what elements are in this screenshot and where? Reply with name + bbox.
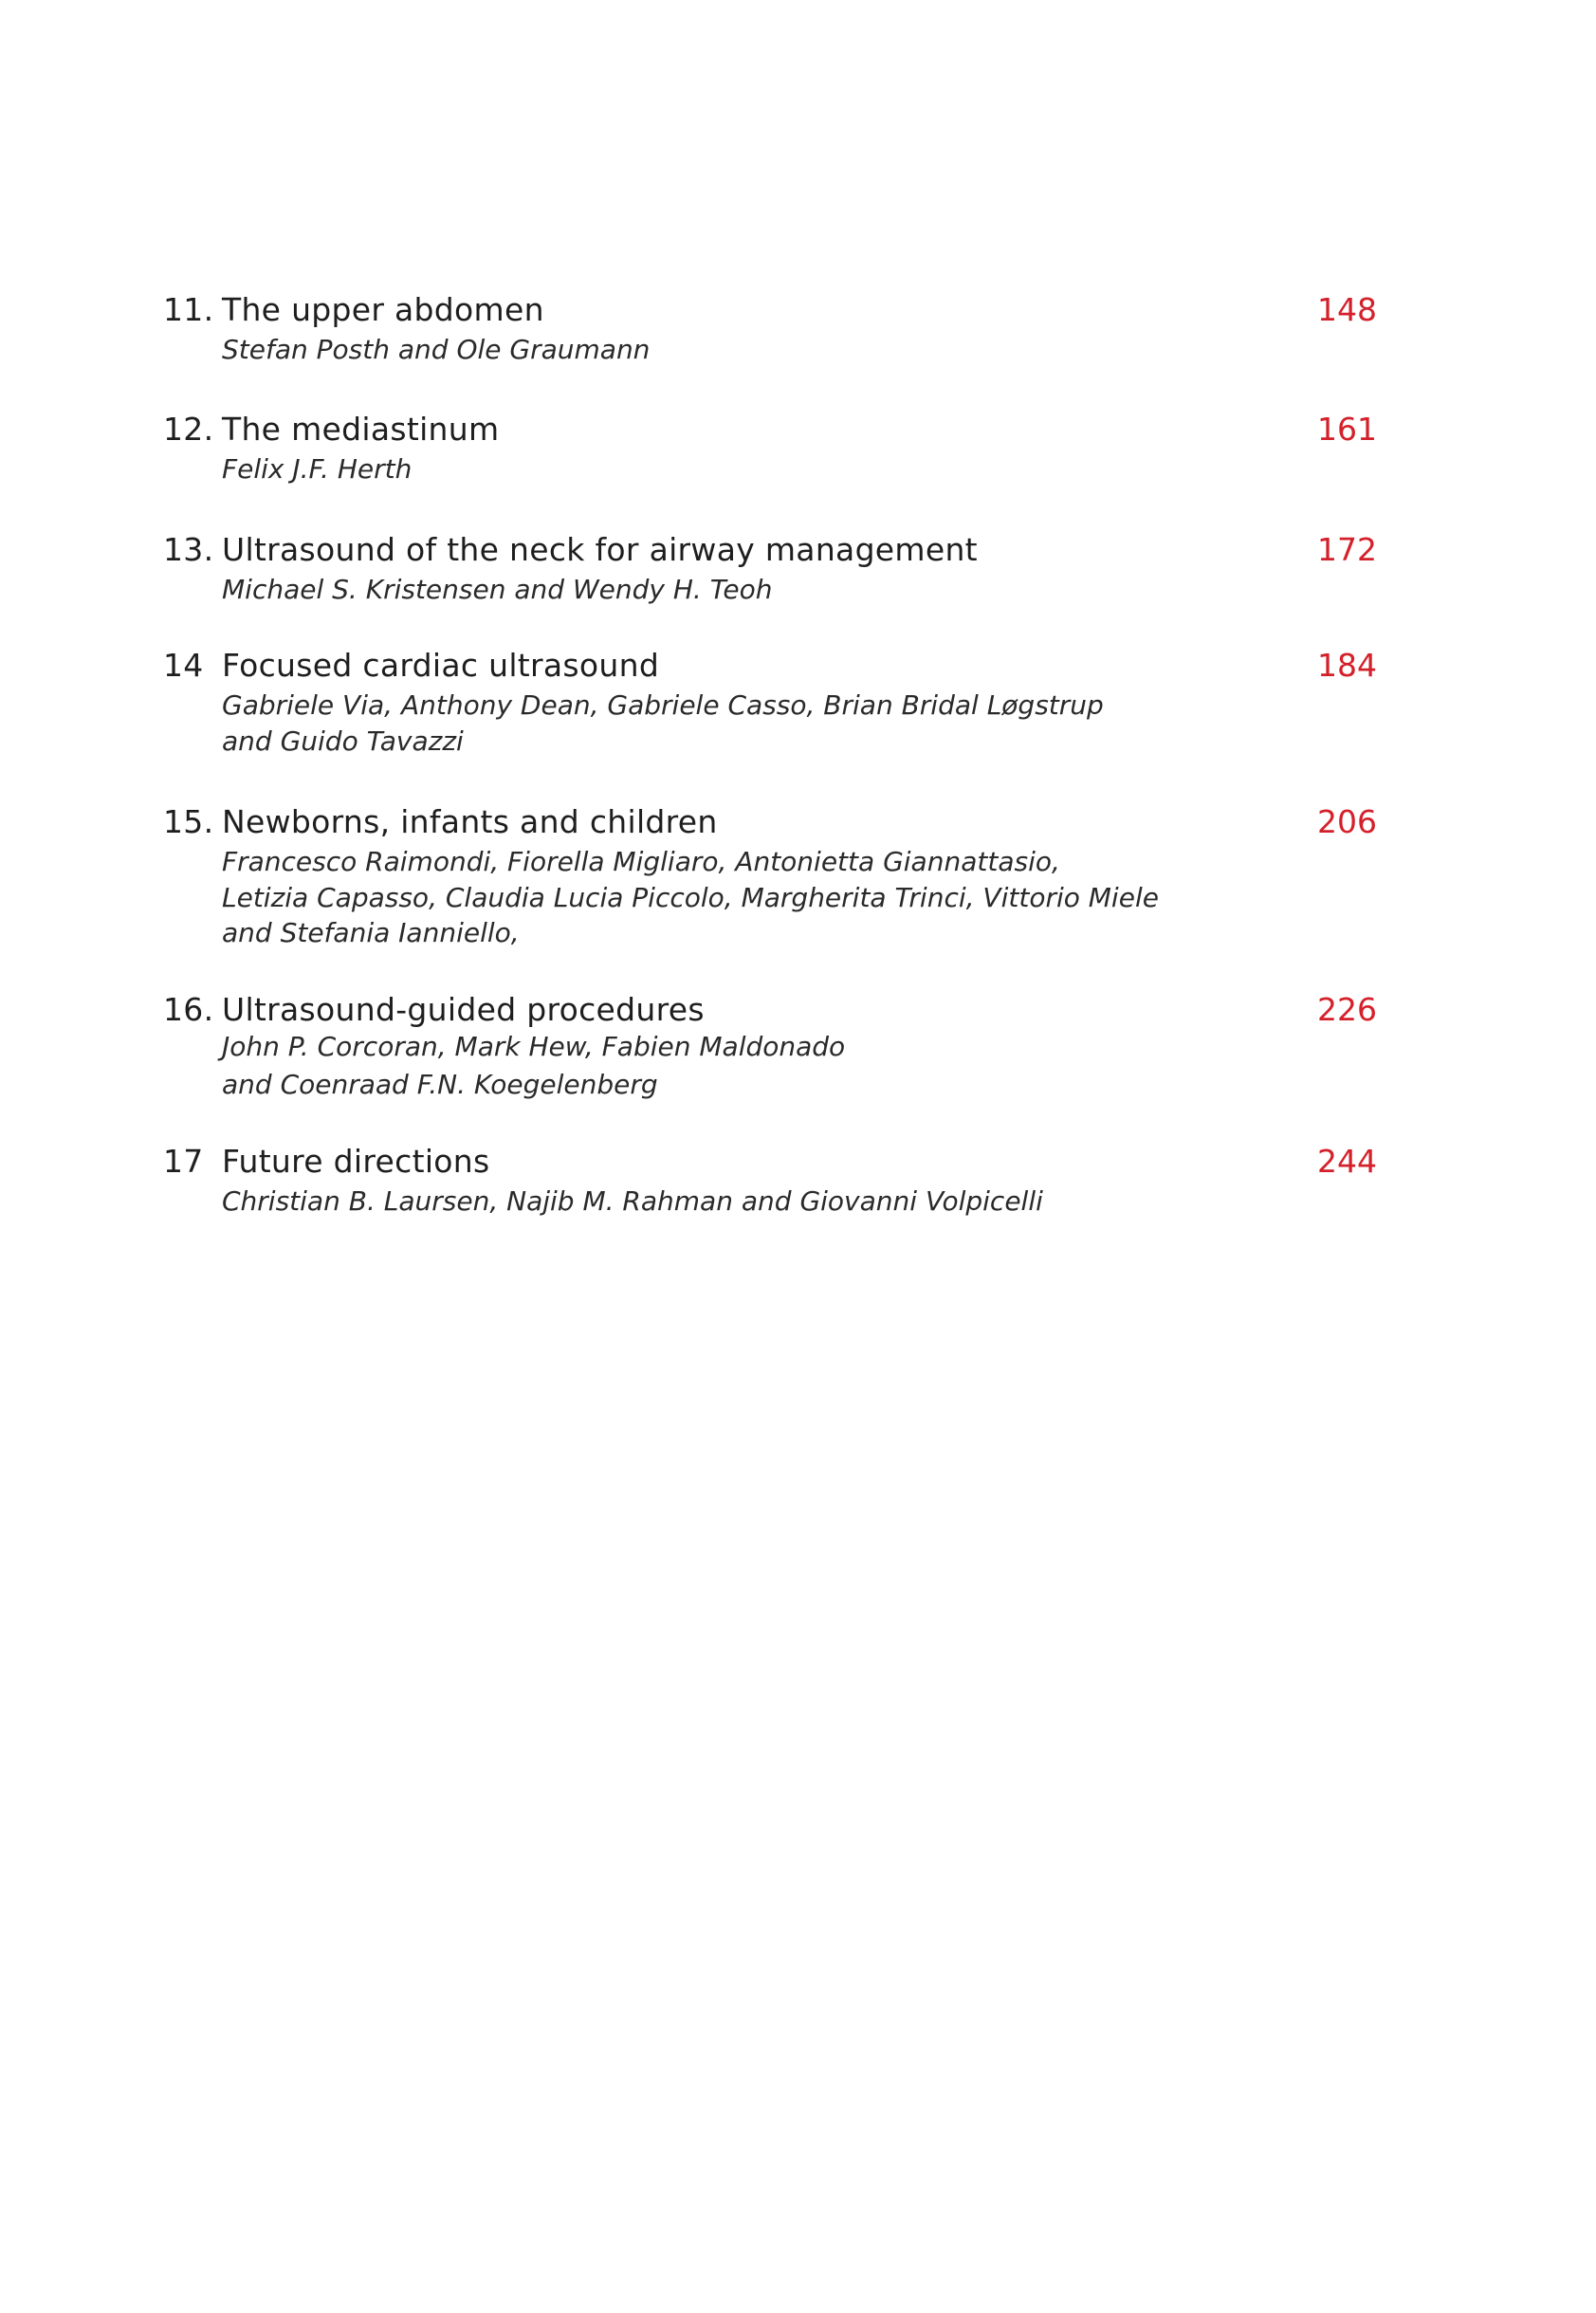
chapter-number: 17 — [163, 1143, 204, 1180]
page-number: 148 — [1317, 291, 1377, 328]
chapter-authors — [222, 451, 412, 487]
page-number: 206 — [1317, 803, 1377, 840]
chapter-number: 15. — [163, 803, 214, 840]
chapter-title: Ultrasound of the neck for airway management — [222, 531, 978, 568]
chapter-authors — [222, 688, 1104, 759]
chapter-authors — [222, 1184, 1043, 1220]
chapter-authors — [222, 332, 650, 368]
chapter-title: The upper abdomen — [222, 291, 544, 328]
chapter-authors — [222, 844, 1159, 951]
authors-line: and Stefania Ianniello, — [222, 917, 520, 948]
page-number: 161 — [1317, 411, 1377, 448]
chapter-number: 16. — [163, 991, 214, 1028]
chapter-title: Future directions — [222, 1143, 490, 1180]
chapter-number: 11. — [163, 291, 214, 328]
authors-line: Francesco Raimondi, Fiorella Migliaro, Antonietta Giannattasio, — [222, 846, 1060, 877]
authors-line: and Coenraad F.N. Koegelenberg — [222, 1069, 658, 1100]
chapter-title: Focused cardiac ultrasound — [222, 647, 660, 684]
chapter-number: 13. — [163, 531, 214, 568]
authors-line: Christian B. Laursen, Najib M. Rahman and Giovanni Volpicelli — [222, 1185, 1043, 1217]
authors-line: Gabriele Via, Anthony Dean, Gabriele Casso, Brian Bridal Løgstrup — [222, 689, 1104, 721]
authors-line: John P. Corcoran, Mark Hew, Fabien Maldonado — [222, 1031, 846, 1062]
authors-line: Michael S. Kristensen and Wendy H. Teoh — [222, 574, 773, 605]
chapter-title: Newborns, infants and children — [222, 803, 718, 840]
authors-line: Stefan Posth and Ole Graumann — [222, 334, 651, 365]
authors-line: Letizia Capasso, Claudia Lucia Piccolo, Margherita Trinci, Vittorio Miele — [222, 881, 1159, 913]
chapter-number: 14 — [163, 647, 204, 684]
chapter-authors — [222, 572, 772, 608]
page-number: 172 — [1317, 531, 1377, 568]
authors-line: Felix J.F. Herth — [222, 453, 413, 485]
page-number: 244 — [1317, 1143, 1377, 1180]
authors-line: and Guido Tavazzi — [222, 725, 464, 757]
page-number: 184 — [1317, 647, 1377, 684]
chapter-authors — [222, 1028, 845, 1104]
page-number: 226 — [1317, 991, 1377, 1028]
chapter-title: The mediastinum — [222, 411, 500, 448]
chapter-title: Ultrasound-guided procedures — [222, 991, 705, 1028]
chapter-number: 12. — [163, 411, 214, 448]
